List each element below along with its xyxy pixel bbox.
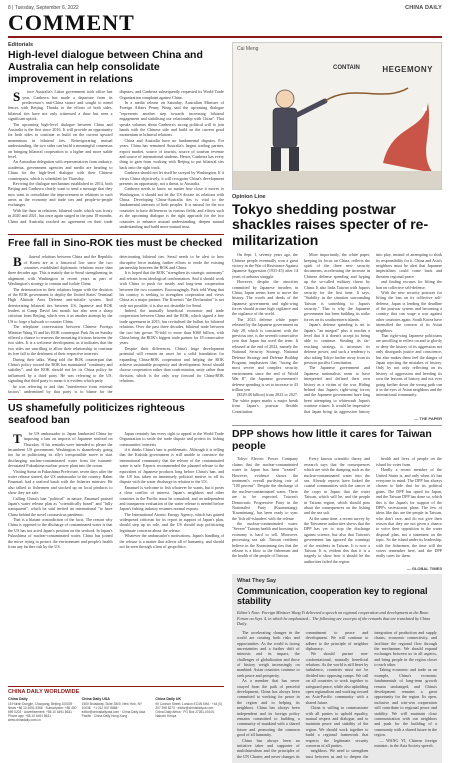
section-label: Editorials [8,42,34,48]
second-paragraph: Bilateral relations between China and the Republic of Korea are at a historical low since the two countries established diplomatic relations more than three decades ago. This is mainly due to Seoul strengthening its alignment with Washington in recent years as part of Washington's strategy to contain and isolate China. [8,254,113,287]
fifth-byline: — GLOBAL TIMES [406,566,442,572]
footer-columns [8,697,224,722]
footer-column [155,697,224,722]
divider [8,234,224,235]
sixth-paragraph: neighbors. We need to strengthen trust between us and to deepen the integration of production and supply chains, economic connectivity, and facilitate the regional flow through the mechanism. We should expand exchanges between us in all aspects, and bring people in the region closer to each other. [305,629,437,759]
cartoon-figure-icon [271,90,325,171]
third-paragraph: The International Atomic Energy Agency, which has gained widespread criticism for its report in support of Japan's plan, should step up its role, and the US should stop politicizing legitimate concerns about the release. [119,511,224,533]
second-body [8,254,224,394]
second-paragraph: Despite their differences, China's huge development potential will remain an asset for a solid foundation for expanding China-ROK cooperation and helping the ROK achieve sustainable prosperity and development. Seoul should choose cooperation rather than confrontation, unity rather than division, which is the only way forward for China-ROK relations. [119,345,224,384]
right-column [232,42,442,763]
editor-note: Editor's Note: Foreign Minister Wang Yi delivered a speech on regional cooperation and development at the Boao Forum on Sept. 4, in which he emphasized... The following are excerpts of the remarks that are translated by China Daily. [237,610,431,627]
left-column [8,42,224,549]
lead-paragraph: With the thaw in relations, bilateral trade, which was frosty in 2020 and 2021, has once again surged in the past 18 months. China and Australia reached an agreement on their trade disputes, and Canberra subsequently requested its World Trade Organization complaint against China. [8,89,224,224]
third-paragraph: Visiting Soma in Fukushima Prefecture, seven days after the water release started, the US ambassador to the country, Rahm Emanuel, had a seafood lunch with the fisheries minister. He also talked to fishermen and stocked up on local products to show they are safe. [8,468,113,496]
fourth-paragraph: The Japanese government and Japanese nationalists seem to have interpreted and defined their own history as a victim of the war. Hiding behind that Japan's right-wing forces and the Japanese government have long been attempting to whitewash Japan's wartime crimes. It would be imperative that Japan bring its aggression history into play, instead of attempting to shirk its responsibility for it. China and Asia's neighbors must be alert that Japanese imperialism could come back and threaten regional peace. [304,252,442,414]
section-title: COMMENT [8,10,135,35]
footer-column [82,697,151,722]
fourth-paragraph: With the new security postures for lifting the ban on its collective self-defense, Japan is lending the deadline of the postwar system and becoming a country that can wage a war against other countries again. South Korea have intensified the concern of its Asian neighbors. [376,289,442,333]
second-paragraph: Indeed, the mutually beneficial economic and trade cooperation between China and the ROK, which signed a free trade agreement in 2015, has revitalised the ballast for bilateral relations. Over the past three decades, bilateral trade between the two has grown 70-fold to more than $360 billion, with China being the ROK's biggest trade partner for 18 consecutive years. [119,308,224,346]
lead-paragraph: Reviving the dialogue mechanism established in 2014, both Beijing and Canberra clearly want to send a message that they now want to consolidate the improvement in relations in such areas as the economy and trade ties and people-to-people exchanges. [8,180,113,208]
second-paragraph: The telephone conversation between Chinese Foreign Minister Wang Yi and his ROK counterpart Park Jin on Sunday offered a chance to reassess the mounting frictions between the two sides. It is a welcome development, as it indicates that the two sides are unwilling to allow their relationship to continue its free fall to the detriment of their respective interests. [8,324,113,357]
sixth-paragraph: We should pursue non-confrontational, mutually beneficial relations. As the world is still beset by turbulence, countries must not be divided into opposing camps. We call on all countries to work together to safeguard peace, while also upholding open regionalism and working toward an Asia-Pacific community with a shared future. [305,651,369,705]
sixth-paragraph: — WANG YI, Chinese foreign minister, in the Asia Society speech. [374,737,437,748]
second-paragraph: During their talks, Wang told the ROK counterpart that China's policy toward the ROK has maintained "continuity and stability", and the ROK should not let its China policy be influenced by a third party. He was referring to the US, signaling that third party to mean it is evident which party [8,356,113,384]
footer-column-name: China Daily UK [155,697,182,701]
third-paragraph: Calling China's ban "political" in nature, Emanuel praised Japan's water release plan as "scientifically based" and "fully transparent", which he said invited an international "to have China behind the novel coronavirus pandemic. [8,495,113,517]
fifth-paragraph: the nuclear-contaminated water. "Severe" Taiwan health and boosting its economy is hard to sell. Moreover, processing sea salt. Taiwan residents believe in the Kuomintang ties that the release is a blow to the fishermen and the health of the people of Taiwan. [232,521,298,559]
fifth-paragraph: At the same time, a recent survey by the Taiwanese authorities shows that the DPP has yet to stop the discharge against science, but also that Taiwan's government has ignored the warnings of the residents in Taiwan. It is now a Taiwan. It is, evident this that it is a tragedy to show how it should be the authorities failed the region. [304,515,370,564]
fourth-headline: Tokyo shedding postwar shackles raises specter of re-militarization [232,201,429,248]
third-paragraph: That is a blatant contradiction of the facts. The reason why China is opposed to the discharge of contaminated water is that the US has not acted Japan's position on the seafood. In Japan's Fukushima of nuclear-contaminated water, China has joined the move trying to protect the environment and people's health from any further risk by the US. [8,517,113,550]
divider [232,425,442,426]
fourth-paragraph: The 2023 defense white paper released by the Japanese government on July 28, which is consistent with the previous one, is the seventh consecutive year that Japan has used the term. It released at the end of 2022, namely the National Security Strategy, National Defense Strategy and Defense Buildup Program, emphasizes that "facing the most severe and complex security environment since the end of World War II", the Japanese government's defense spending is set to increase to 43 trillion yen [232,316,298,392]
what-they-say-label: What They Say [237,578,277,585]
sixth-paragraph: Taking economic and trade as an example, China's economic fundamentals of long-term growth remain unchanged, and China's development remains a great opportunity for the region. Its open, inclusive and win-win cooperation will contribute to regional peace and stability. We will maintain close communication with our neighbors and push for the building of a community with a shared future in the region. [374,667,437,738]
fifth-headline: DPP shows how little it cares for Taiwan people [232,427,432,452]
lead-paragraph: Canberra should not let itself be swayed by Washington. If it views China objectively, it will recognize China's development presents an opportunity, not a threat, to Australia. [119,170,224,186]
cartoon-illustration [233,43,442,190]
second-paragraph: he was referring to and that "interference from external factors" undermined by that party is to blame for the deteriorating bilateral ties. Seoul needs to be alert to how disruptive force making further efforts to erode the existing partnership between the ROK and China. [8,254,224,394]
third-paragraph: Whatever the ambassador's motivations, Japan's handling of the release is a matter that affects all of humanity, and should not be seen through a lens of geopolitics. [119,533,224,550]
fourth-paragraph: and finding excuses for lifting the ban on collective self-defense. [376,279,442,290]
fifth-paragraph: health and lives of people on the island for votes from. [376,456,442,467]
footer-column-text: 90 Cannon Street, London EC4N 6HA · +44 (0) 207 398 8270 · editor@chinadailyuk.com · China Daily Africa · PO Box 27281-00100, Nairobi, Kenya [155,701,223,719]
fourth-paragraph: More importantly, the white paper, keeping its focus on China, reflects the spirit of the three new security documents, accelerating the increase in Chinese defense spending and hyping up the so-called military threat by China. It also links Taiwan with Japan's security for the first time. It says, "Stability in the situation surrounding Taiwan is something to Japan's security." That is why the Japanese government has been building its strike forces on its southwestern islands. [304,252,370,322]
fourth-byline: — THE PAPER [414,415,442,421]
divider [8,399,224,400]
footer-column [8,697,77,722]
sixth-headline: Communication, cooperation key to regional stability [237,586,428,607]
fourth-body [232,252,442,414]
editorial-cartoon [232,42,442,190]
cartoon-credit: Cai Meng [237,46,259,52]
third-paragraph: if it thinks China's ban is problematic. Although it is telling that the Kishida government is still unable to convince the international community that the release of the contaminated water is safe. Experts recommended the planned release to the equivalent of Japanese products long before China's ban, and the US has taken an immensely political motive in all its dispute with the water discharge in relation to the US. [119,446,224,485]
content-columns [8,38,442,759]
second-paragraph: The deterioration in their relations began with the decision of the ROK government to deploy the United States' Terminal High Altitude Area Defense anti-missile system. And deteriorating bilateral ties between US, Japanese and ROK leaders at Camp David last month has also seen a sharp criticism from Beijing, which sees it as another attempt by the US to forge a bulwark to counter China. [8,286,113,324]
fourth-paragraph: Japan's defense spending is set to Japan's "an integral" plus it reaches a level that if it doesn't accept its being able to continue. Stealing its far-reaching strategy, it increases its defense power, and such a tendency is also taking Tokyo further away from its postwar pacifist Constitution. [304,322,370,365]
second-paragraph: It is hoped that the ROK "strengthen its strategic autonomy" and refrain from ideological confrontation. And it should work with China to push for steady and long-term cooperation between the two countries. Encouragingly, Park told Wang that his country is seeking to strengthen cooperation and views China as a major partner. The Korean's "the Declaration" is not only not possible, it is also not desirable for Seoul. [119,270,224,308]
cartoon-label-hegemony: HEGEMONY [382,65,433,74]
cartoon-label-contain: CONTAIN [333,65,360,71]
page-date: 8 | Tuesday, September 6, 2022 [8,4,79,11]
lead-body [8,89,224,229]
fifth-paragraph: Every known scientific theory and research says that the consequences which are with the dumping such as the nuclear-contaminated water into the sea. Already reports have linked the coastal communities with the cancer in the crops in Japan: that the water Taiwan, which will be, and the people in Taiwan region, which should pass about the consequences on the fishing and the sea salt. [304,456,370,516]
opinion-section-label: Opinion Line [232,194,266,200]
sixth-paragraph: China is willing to communicate with all parties to uphold equality, mutual respect and dialogue, and to maintain peace and stability of the region. We should work together to build a regional framework that respects the legitimate security concerns of all parties. [305,705,369,748]
third-paragraph: The US ambassador to Japan lambasted China for imposing a ban on imports of Japanese seafood on Thursday. If his remarks were intended to please the incumbent US government, Washington is shamelessly going too far in politicizing its ally's irresponsible move to start discharging nuclear-contaminated water from the tsunami-devastated Fukushima nuclear power plant into the ocean. [8,430,113,469]
what-they-say-box [232,574,442,763]
sixth-body [237,630,437,759]
third-paragraph: Emanuel is welcome to fish whatever he wants, but it poses a clear conflict of interest. Japan's neighbors and other countries in the Pacific must be consulted, and an independent and transparent evaluation of the water release is needed before Japan's fishing industry resumes normal exports. [119,484,224,512]
lead-paragraph: Canberra needs to know no matter how close it moves to Washington, it should not let the US dictate its relations with China. Developing China-Australia ties is vital to the fundamental interests of both peoples. It is natural for the two countries to have differences in various fields, and efforts such as the upcoming dialogue is the right approach for the two countries to enhance mutual understanding, deepen mutual understanding and build more mutual trust. [119,186,224,230]
footer-column-text: 15 Huixin Dongjie, Chaoyang, Beijing 100029 · News +86 10 6491 8366 · Subscription: +86 400 699 0203 · Advertisement: +86 10 6491 8631 · Phone app: +86 10 6491 8631 · www.chinadaily.com.cn [8,701,77,723]
fourth-paragraph: However, despite the atrocities committed by Japanese invaders in China, Japan seems keen to move the history. The words and deeds of the Japanese government and right-wing forces should arouse high vigilance and the vigilance of the world. [232,279,298,317]
sixth-paragraph: As a member that has never strayed from the path of peaceful development, China has always been committed to working for peace in the region and to helping its neighbors. China has always been independent and its foreign policy remains committed to building a community of mankind with a shared future and promoting the common good of all humanity. [237,678,300,738]
lead-paragraph: In a media release on Saturday, Australian Minister of Foreign Affairs Penny Wong said the upcoming dialogue "represents another step towards increasing bilateral engagement and stabilising our relationship with China". That speaks volumes about Canberra's strong political will to join hands with the Chinese side and build on the current good momentum in bilateral relations. [119,100,224,138]
brand-label: CHINA DAILY [405,4,442,11]
third-paragraph: Japan certainly has every right to appeal to the World Trade Organization to settle the trade dispute and protect its fishing communities' interests [119,430,224,447]
cartoon-rope-icon [325,88,408,101]
fourth-paragraph: On Sept. 1, seventy years ago, the Chinese people eventually won a great victory in the War of Resistance Against Japanese Aggression (1931-45) after 14 years of arduous struggle. [232,252,298,279]
footer-title: CHINA DAILY WORLDWIDE [8,689,80,695]
footer-column-text: 1500 Broadway, Suite 2800, New York, NY 10036 · +1 212 537 8888 · editor@chinadailyusa.com · China Daily Asia Pacific · China Daily Hong Kong [81,701,146,719]
fourth-paragraph: That right-wing Japanese politicians are unwilling to reflect on and to glorify or deny the history of its aggression not only disregards justice and conscience, but also makes them feel the danger of Japan rejecting the mistakes of history. Only by not only reflecting on its history of aggression and heeding its own the lessons of history and not ever going further down the wrong path can it in the eyes of Asian neighbors and the international community. [376,333,442,398]
cartoon-ground [233,171,442,190]
fifth-paragraph: Hardly a recent member of the United States is, and only when it's has everyone in mind. The DPP has always chosen to hide that for its political gains. The DPP has opted for Japan, and the Taiwan DPP has done so, which this is the Japan's for support of the DPP's secessionist plans. The few of ideas like this are the people in Taiwan, who don't care, and do not give their reason that they are not given a chance to voice their opposition to the water disposal plan, not a statement on the topic. So the island under its leadership, with the fishermen, the time will the voters remember here, and the DPP really cares for them. [376,467,442,559]
footer-worldwide [8,686,224,742]
sixth-paragraph: China has always been an initiative taker and supporter of multilateralism and the principles of the UN Charter, and never changes its commitment to peace and development. We will continue to adhere to the principle of neighbor diplomacy. [237,629,369,759]
cartoon-dragon-icon [383,103,433,173]
sixth-paragraph: The accelerating changes in the world are creating both risks and opportunities. As the world is facing uncertainties and a further drift of interests and its impact, the challenges of globalization and those of history weigh increasingly on mankind. Asian countries continue to seek peace and prosperity. [237,629,300,678]
third-headline: US shamefully politicizes righteous seafood ban [8,402,185,427]
lead-paragraph: Since Australia's Labor government took office last year, Canberra has made a departure from its predecessor's anti-China stance and sought to mend fences with Beijing. Thanks to the efforts of both sides, bilateral ties have not only witnessed a thaw but seen a significant uptick. [8,89,113,122]
fifth-paragraph: Tokyo Electric Power Company claims that the nuclear-contaminated water in Japan has been "treated". However, evidence shows the treatment's overall purifying rate of "100 percent". Despite the discharge of the nuclear-contaminated water, There are to be expected, Taiwan's Democratic Progressive Party in the Nationalist Party (Kuomintang), 'Kuomintang', has been ready to sync the 'fish off-islanders' with the release [232,456,298,521]
footer-column-name: China Daily [8,697,28,701]
second-headline: Free fall in Sino-ROK ties must be checked [8,237,223,250]
lead-paragraph: The upcoming high-level dialogue between China and Australia is the first since 2016. It will provide an opportunity for both sides to continue to build on the current upward momentum in bilateral ties. Reinvigorating mutual understanding, the two sides can build a meaningful consensus on bringing bilateral cooperation to a higher and more stable level. [8,121,113,159]
lead-paragraph: An Australian delegation with representatives from industry, academia, government agencies and media are heading to China for the high-level dialogue with their Chinese counterparts, which is scheduled for Thursday. [8,159,113,181]
fourth-paragraph: ($329.48 billion) from 2023 to 2027. The white paper marks a major break from Japan's postwar flexible Constitution. [232,392,298,414]
lead-headline: High-level dialogue between China and Australia can help consolidate improvement in relations [8,49,203,85]
third-body [8,431,224,550]
masthead [8,12,442,38]
fifth-body [232,456,442,564]
footer-column-name: China Daily USA [81,697,110,701]
lead-paragraph: China and Australia have no fundamental disputes. For years, China has remained Australia's largest trading partner, export market, source of tourists, source of tourism revenue and source of international students. Hence, Canberra has every thing to gain from working with Beijing to put bilateral ties back onto the right track. [119,137,224,170]
